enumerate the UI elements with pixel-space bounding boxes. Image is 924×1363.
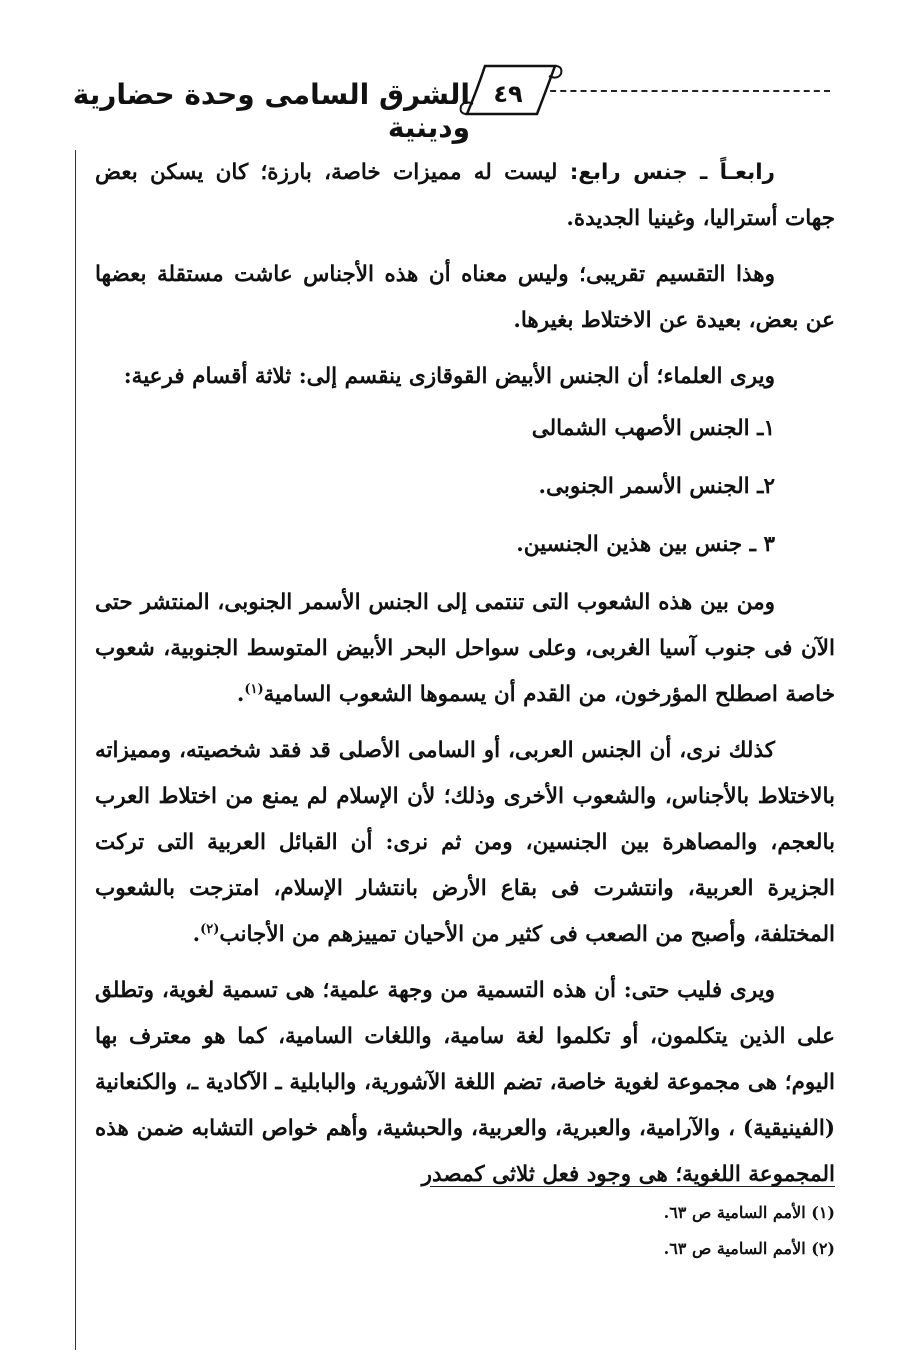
margin-rule <box>75 150 76 1350</box>
paragraph-text: كذلك نرى، أن الجنس العربى، أو السامى الأصلى قد فقد شخصيته، ومميزاته بالاختلاط بالأجناس، والشعوب الأخرى وذلك؛ لأن الإسلام لم يمنع من اختلاط العرب بالعجم، والمصاهرة بين الجنسين، ومن ثم نرى: أن القبائل العربية التى تركت الجزيرة العربية، وانتشرت فى بقاع الأرض بانتشار الإسلام، امتزجت بالشعوب المختلفة، وأصبح من الصعب فى كثير من الأحيان تمييزهم من الأجانب <box>95 738 835 947</box>
paragraph <box>95 150 835 242</box>
footnote-ref[interactable]: (٢) <box>200 921 220 937</box>
paragraph: ويرى فليب حتى: أن هذه التسمية من وجهة علمية؛ هى تسمية لغوية، وتطلق على الذين يتكلمون، أو تكلموا لغة سامية، واللغات السامية، كما هو معترف بها اليوم؛ هى مجموعة لغوية خاصة، تضم اللغة الآشورية، والبابلية ـ الآكادية ـ، والكنعانية (الفينيقية) ، والآرامية، والعبرية، والعربية، والحبشية، وأهم خواص التشابه ضمن هذه المجموعة اللغوية؛ هى وجود فعل ثلاثى كمصدر <box>95 978 835 1187</box>
paragraph: وهذا التقسيم تقريبى؛ وليس معناه أن هذه الأجناس عاشت مستقلة بعضها عن بعض، بعيدة عن الاختلاط بغيرها. <box>95 262 835 333</box>
footnote-ref[interactable]: (١) <box>244 681 264 697</box>
paragraph <box>95 728 835 958</box>
paragraph <box>95 580 835 718</box>
footnote-rule <box>430 1186 835 1187</box>
paragraph-text: ليست له مميزات خاصة، بارزة؛ كان يسكن بعض جهات أستراليا، وغينيا الجديدة. <box>95 160 835 231</box>
paragraph-lead: رابعـاً ـ جنس رابع: <box>569 160 776 185</box>
list-item: ٣ ـ جنس بين هذين الجنسين. <box>516 532 775 557</box>
paragraph-end: . <box>236 682 245 707</box>
body-text <box>95 150 835 1208</box>
paragraph-end: . <box>192 922 201 947</box>
list-item: ٢ـ الجنس الأسمر الجنوبى. <box>538 474 775 499</box>
paragraph-text: ومن بين هذه الشعوب التى تنتمى إلى الجنس الأسمر الجنوبى، المنتشر حتى الآن فى جنوب آسيا الغربى، وعلى سواحل البحر الأبيض المتوسط الجنوبية، شعوب خاصة اصطلح المؤرخون، من القدم أن يسموها الشعوب السامية <box>95 590 835 707</box>
footnote: (٢) الأمم السامية ص ٦٣. <box>663 1239 835 1258</box>
header-rule <box>540 90 830 92</box>
list-item: ١ـ الجنس الأصهب الشمالى <box>531 416 775 441</box>
footnote: (١) الأمم السامية ص ٦٣. <box>663 1203 835 1222</box>
page-number: ٤٩ <box>493 80 523 108</box>
running-title: الشرق السامى وحدة حضارية ودينية <box>72 78 470 144</box>
paragraph: ويرى العلماء؛ أن الجنس الأبيض القوقازى ينقسم إلى: ثلاثة أقسام فرعية: <box>123 364 775 389</box>
footnotes <box>380 1195 835 1267</box>
